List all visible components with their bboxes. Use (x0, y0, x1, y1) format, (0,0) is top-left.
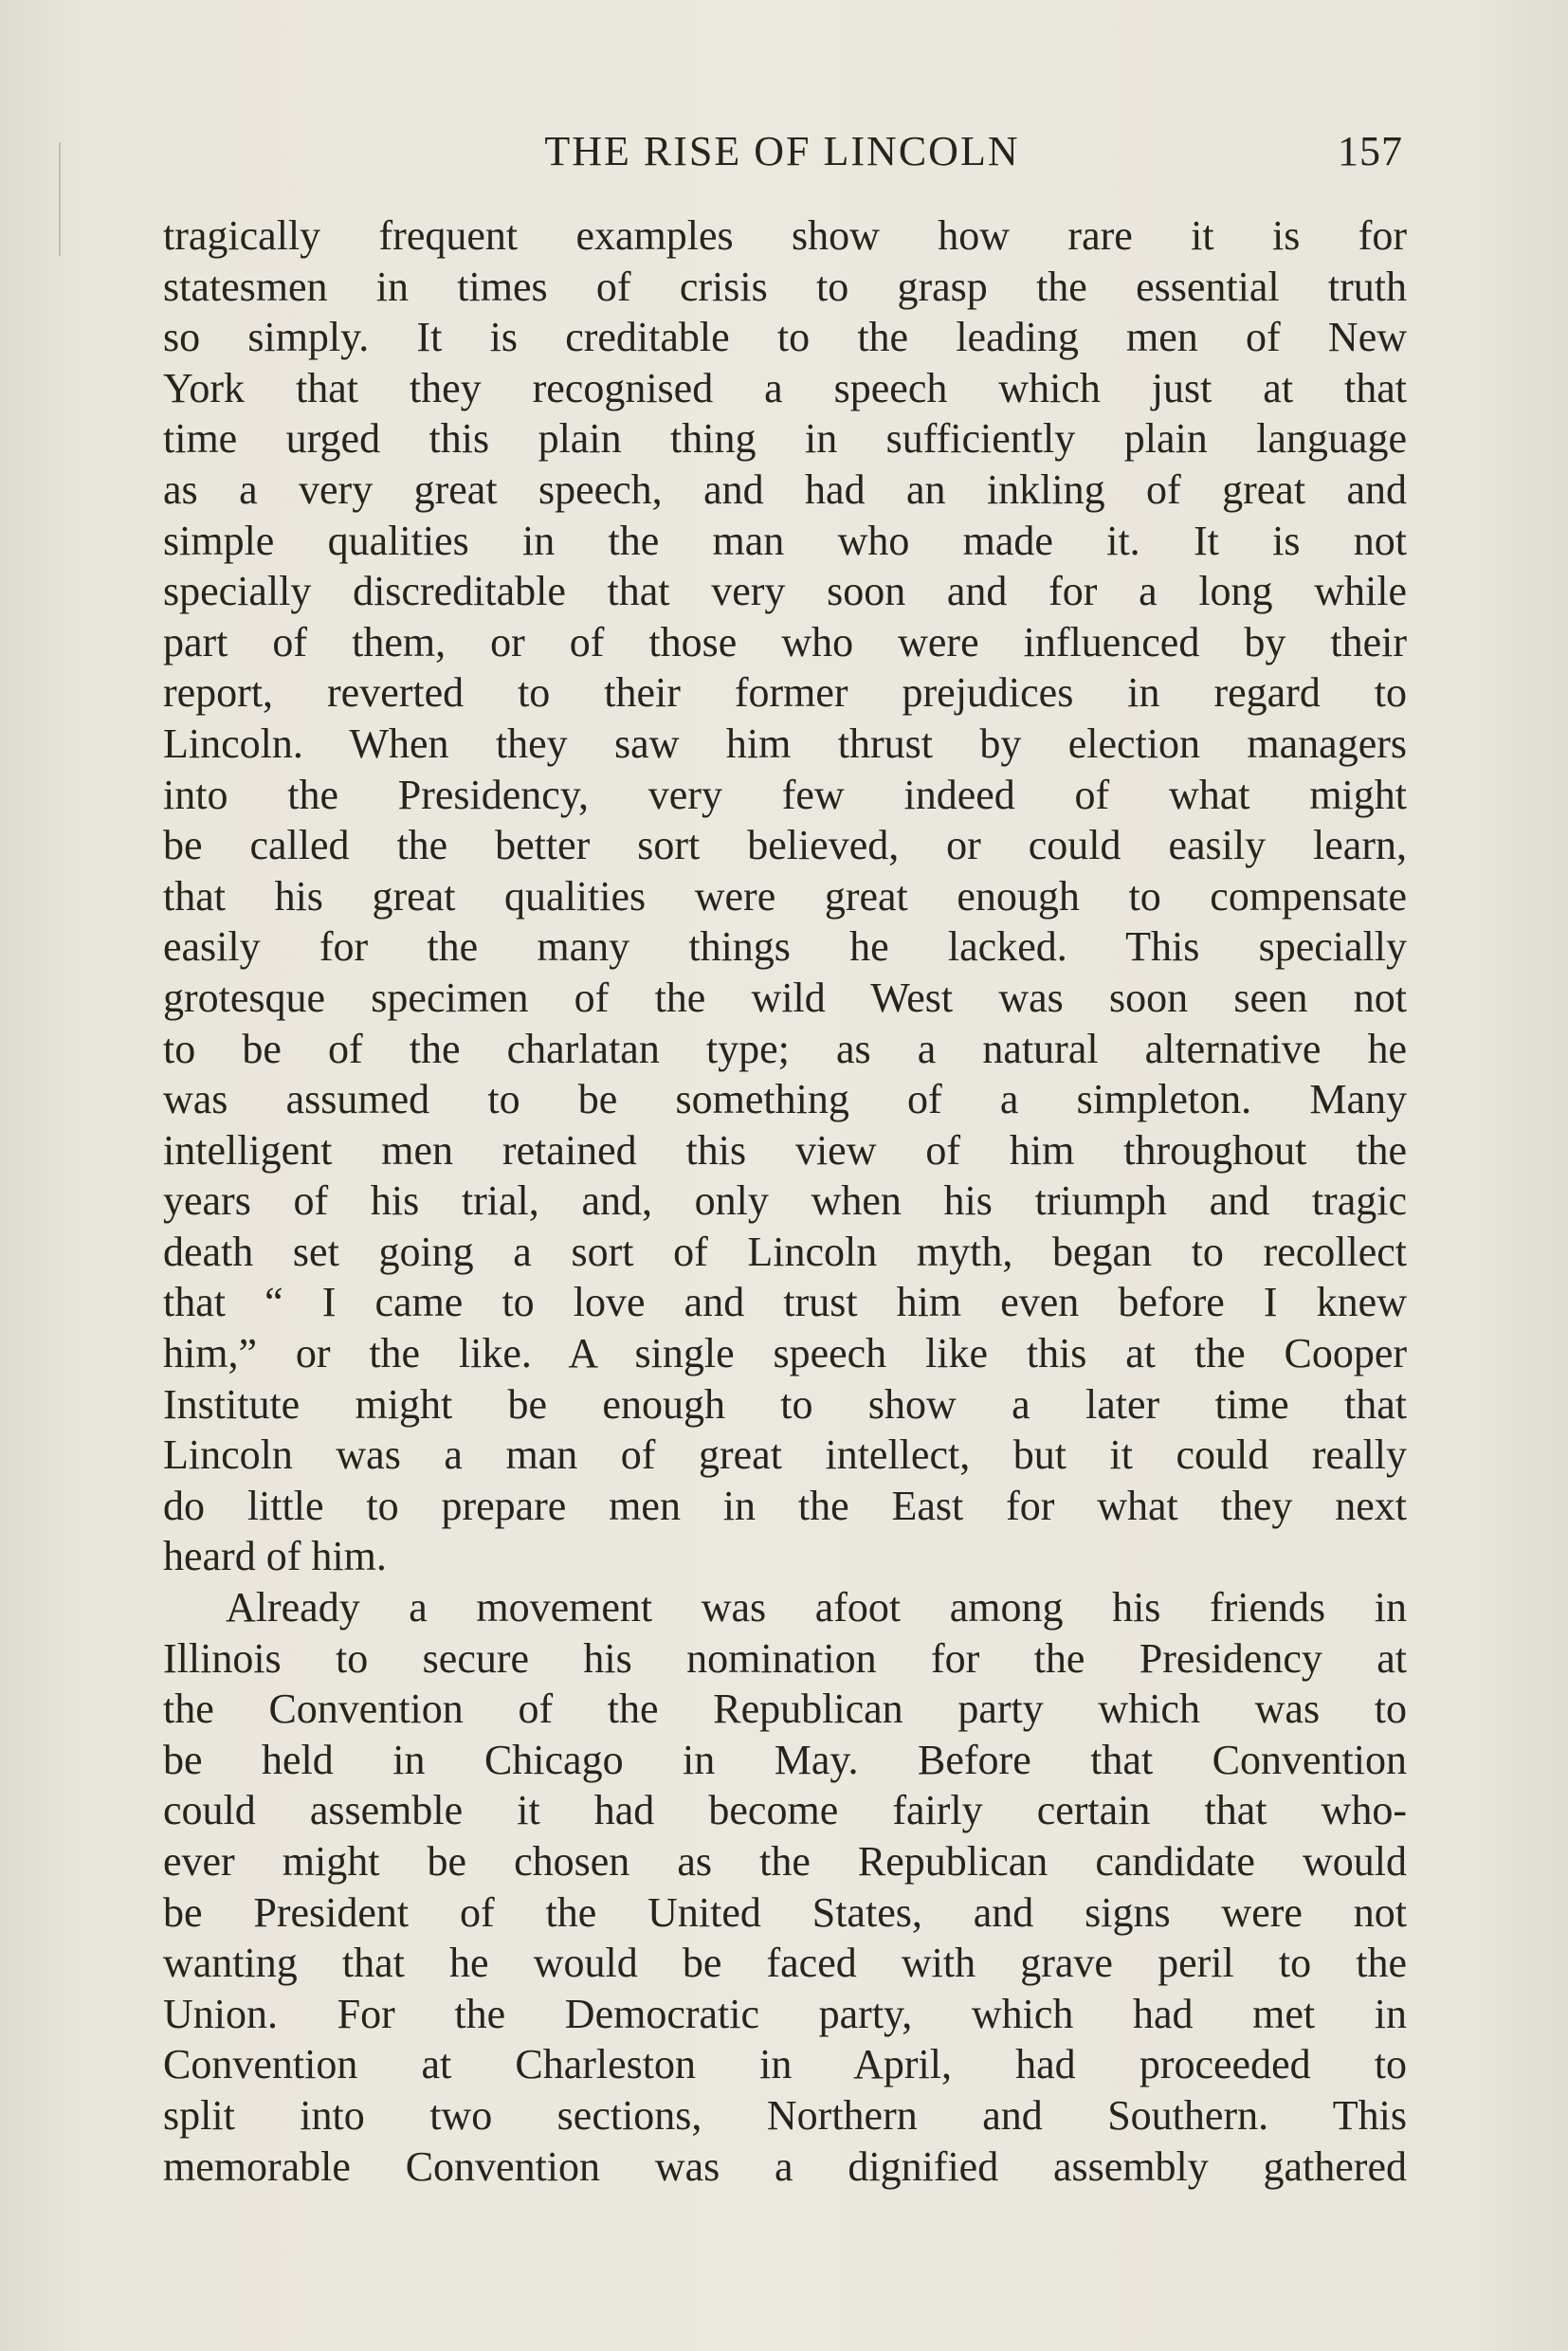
text-line: be held in Chicago in May. Before that Convention (163, 1736, 1407, 1783)
text-line: to be of the charlatan type; as a natural alternative he (163, 1025, 1407, 1072)
text-line: be called the better sort believed, or could easily learn, (163, 822, 1407, 869)
text-line: specially discreditable that very soon and for a long while (163, 568, 1407, 615)
page-body (163, 210, 1407, 2192)
text-line: be President of the United States, and signs were not (163, 1888, 1407, 1936)
text-line: do little to prepare men in the East for what they next (163, 1482, 1407, 1529)
text-line: tragically frequent examples show how rare it is for (163, 212, 1407, 259)
text-line: that his great qualities were great enough to compensate (163, 872, 1407, 920)
text-line: Lincoln. When they saw him thrust by election managers (163, 720, 1407, 767)
page-edge-mark (59, 142, 61, 256)
text-line: time urged this plain thing in sufficiently plain language (163, 415, 1407, 463)
text-line: split into two sections, Northern and Southern. This (163, 2091, 1407, 2139)
text-line: part of them, or of those who were influenced by their (163, 618, 1407, 665)
text-line: wanting that he would be faced with grave peril to the (163, 1940, 1407, 1987)
text-line: simple qualities in the man who made it. It is not (163, 517, 1407, 564)
text-line: ever might be chosen as the Republican candidate would (163, 1838, 1407, 1885)
text-line: easily for the many things he lacked. This specially (163, 923, 1407, 971)
text-line: into the Presidency, very few indeed of what might (163, 771, 1407, 818)
text-line: Convention at Charleston in April, had proceeded to (163, 2041, 1407, 2088)
text-line: Already a movement was afoot among his friends in (226, 1584, 1407, 1631)
text-line: heard of him. (163, 1533, 387, 1580)
text-line: years of his trial, and, only when his triumph and tragic (163, 1177, 1407, 1225)
text-line: Lincoln was a man of great intellect, but it could really (163, 1431, 1407, 1479)
text-line: could assemble it had become fairly certain that who- (163, 1787, 1407, 1834)
text-line: Union. For the Democratic party, which had met in (163, 1990, 1407, 2037)
text-line: intelligent men retained this view of him throughout the (163, 1126, 1407, 1174)
text-line: Institute might be enough to show a later time that (163, 1380, 1407, 1428)
running-title: THE RISE OF LINCOLN (544, 128, 1020, 174)
paragraph-1 (163, 210, 1407, 1582)
text-line: Illinois to secure his nomination for the Presidency at (163, 1634, 1407, 1682)
text-line: him,” or the like. A single speech like this at the Cooper (163, 1330, 1407, 1377)
text-line: grotesque specimen of the wild West was soon seen not (163, 974, 1407, 1021)
page-header (161, 123, 1403, 180)
text-line: memorable Convention was a dignified assembly gathered (163, 2142, 1407, 2190)
text-line: so simply. It is creditable to the leading men of New (163, 314, 1407, 361)
text-line: as a very great speech, and had an inkling of great and (163, 465, 1407, 513)
paragraph-2 (163, 1582, 1407, 2192)
text-line: that “ I came to love and trust him even before I knew (163, 1279, 1407, 1326)
text-line: death set going a sort of Lincoln myth, began to recollect (163, 1228, 1407, 1275)
text-line: the Convention of the Republican party which was to (163, 1686, 1407, 1733)
text-line: was assumed to be something of a simpleton. Many (163, 1076, 1407, 1123)
text-line: report, reverted to their former prejudices in regard to (163, 669, 1407, 717)
text-line: York that they recognised a speech which just at that (163, 364, 1407, 411)
page-number: 157 (1338, 128, 1403, 174)
text-line: statesmen in times of crisis to grasp the essential truth (163, 263, 1407, 310)
